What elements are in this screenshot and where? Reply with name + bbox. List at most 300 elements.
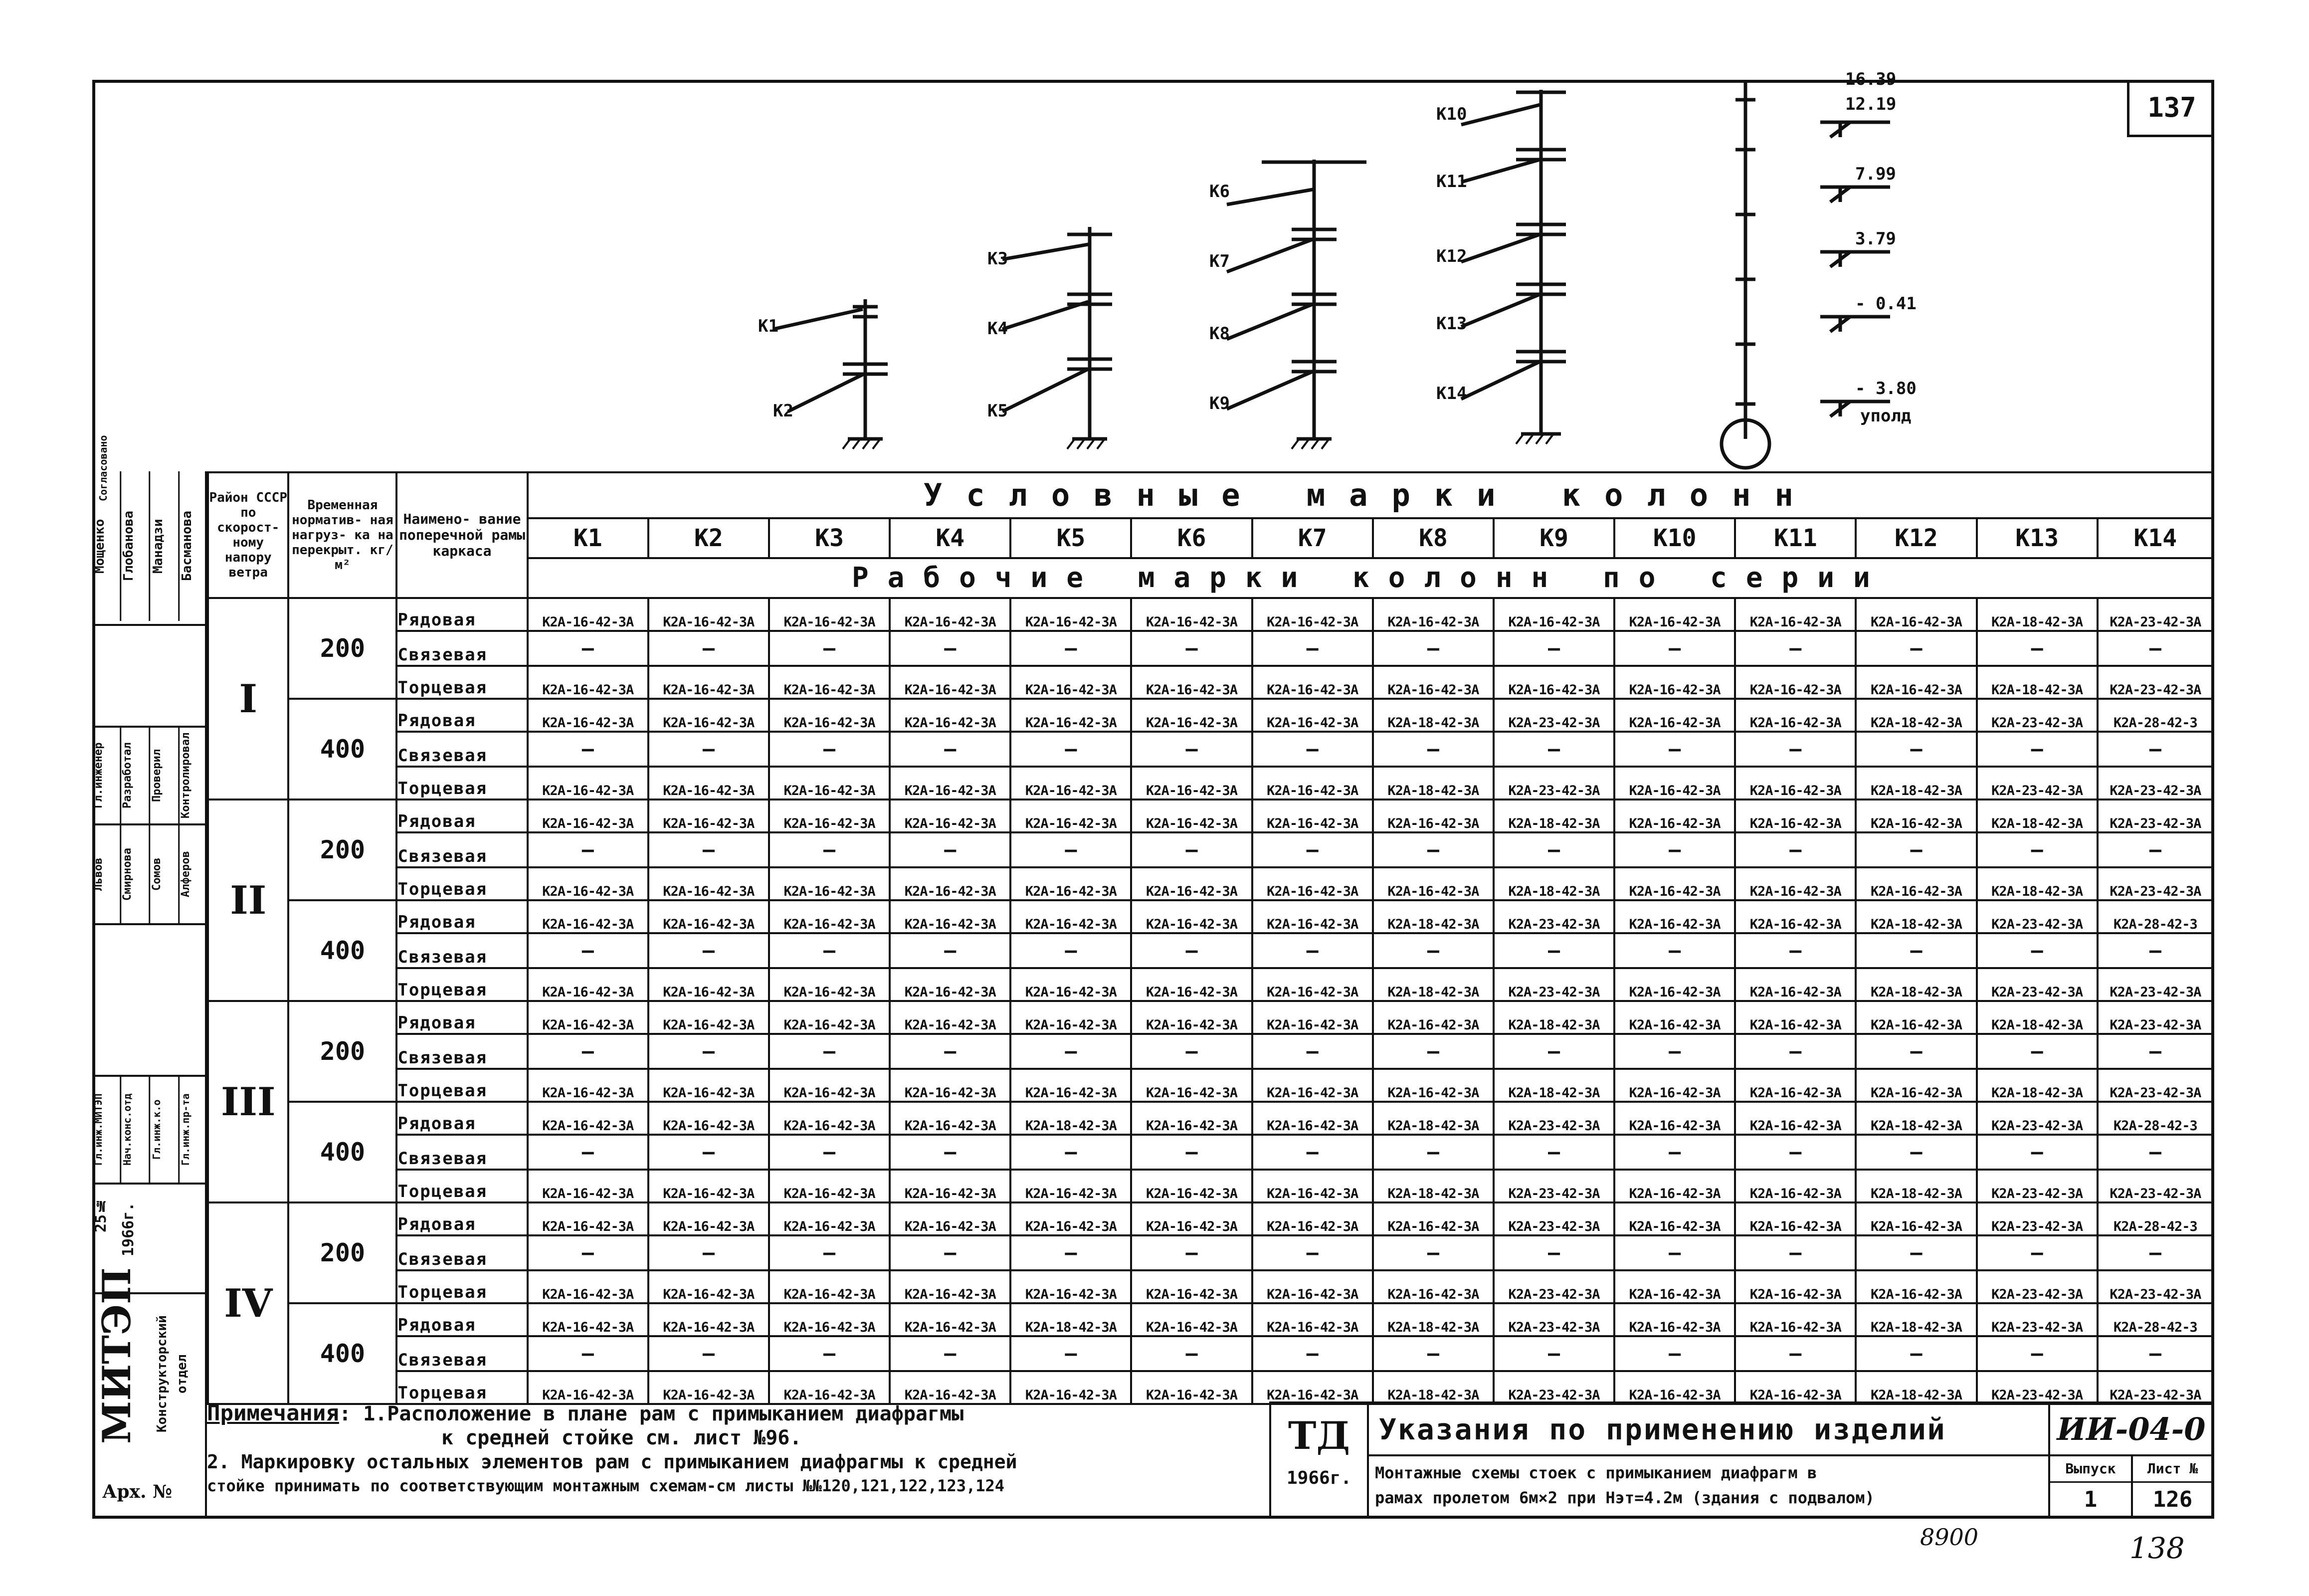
column-mark-cell: К2А-16-42-3А <box>1494 598 1614 631</box>
table-row <box>208 1102 2213 1135</box>
signer-name-1: Львов <box>92 825 121 923</box>
column-mark-cell: К2А-16-42-3А <box>1131 1102 1252 1135</box>
column-mark-cell: К2А-16-42-3А <box>1010 1270 1131 1303</box>
table-row <box>208 933 2213 968</box>
mark-header-14: К14 <box>2098 518 2213 558</box>
column-mark-cell: К2А-16-42-3А <box>1010 968 1131 1001</box>
table-row <box>208 1202 2213 1235</box>
frame-type-cell: Связевая <box>396 1034 527 1069</box>
description-line-2: рамах пролетом 6м×2 при Нэт=4.2м (здания с подвалом) <box>1375 1488 1875 1507</box>
column-mark-cell: К2А-23-42-3А <box>1494 1202 1614 1235</box>
column-mark-cell: — <box>1494 832 1614 867</box>
elevation-minus-3-80: - 3.80 <box>1855 379 1917 399</box>
mark-header-4: К4 <box>890 518 1010 558</box>
frame-type-cell: Рядовая <box>396 1202 527 1235</box>
column-mark-cell: — <box>769 631 890 666</box>
column-mark-cell: К2А-16-42-3А <box>528 1303 648 1336</box>
mark-k6-label: K6 <box>1209 182 1230 201</box>
column-mark-cell: — <box>1856 1235 1976 1270</box>
column-mark-cell: — <box>890 832 1010 867</box>
column-mark-cell: К2А-16-42-3А <box>528 1102 648 1135</box>
column-mark-cell: — <box>1735 1336 1856 1371</box>
mark-header-8: К8 <box>1373 518 1494 558</box>
column-mark-cell: — <box>1373 1034 1494 1069</box>
column-mark-cell: — <box>1252 1135 1373 1170</box>
column-mark-cell: — <box>1252 631 1373 666</box>
column-mark-cell: — <box>890 1336 1010 1371</box>
column-mark-cell: К2А-16-42-3А <box>648 1102 769 1135</box>
column-mark-cell: — <box>648 631 769 666</box>
column-mark-cell: К2А-16-42-3А <box>1856 799 1976 832</box>
column-mark-cell: К2А-16-42-3А <box>1614 1102 1735 1135</box>
column-mark-cell: — <box>2098 933 2213 968</box>
column-mark-cell: К2А-16-42-3А <box>1614 799 1735 832</box>
column-mark-cell: — <box>1373 933 1494 968</box>
column-mark-cell: — <box>890 933 1010 968</box>
column-mark-cell: К2А-16-42-3А <box>1373 1270 1494 1303</box>
frame-type-cell: Рядовая <box>396 1303 527 1336</box>
column-mark-cell: К2А-18-42-3А <box>1856 1371 1976 1404</box>
issue-label: Выпуск <box>2050 1456 2131 1483</box>
region-cell: III <box>208 1001 288 1202</box>
column-mark-cell: — <box>890 631 1010 666</box>
column-mark-cell: К2А-16-42-3А <box>1856 867 1976 900</box>
column-mark-cell: К2А-16-42-3А <box>528 799 648 832</box>
column-mark-cell: К2А-16-42-3А <box>1131 799 1252 832</box>
column-mark-cell: — <box>1614 1235 1735 1270</box>
column-mark-cell: — <box>1856 631 1976 666</box>
column-mark-cell: — <box>1010 1336 1131 1371</box>
column-mark-cell: К2А-16-42-3А <box>1735 1170 1856 1202</box>
column-mark-cell: К2А-16-42-3А <box>1856 1069 1976 1102</box>
column-mark-cell: — <box>890 1034 1010 1069</box>
column-mark-cell: К2А-16-42-3А <box>1614 1001 1735 1034</box>
column-mark-cell: — <box>1614 832 1735 867</box>
column-mark-cell: К2А-16-42-3А <box>1614 1170 1735 1202</box>
column-mark-cell: К2А-23-42-3А <box>1977 900 2098 933</box>
column-mark-cell: — <box>528 1034 648 1069</box>
column-mark-cell: — <box>1856 832 1976 867</box>
column-mark-cell: К2А-16-42-3А <box>769 968 890 1001</box>
signer-name-4: Алферов <box>179 851 192 898</box>
column-mark-cell: К2А-16-42-3А <box>1735 666 1856 699</box>
column-mark-cell: К2А-16-42-3А <box>890 900 1010 933</box>
column-mark-cell: — <box>648 832 769 867</box>
column-mark-cell: К2А-16-42-3А <box>1131 598 1252 631</box>
column-mark-cell: — <box>890 1135 1010 1170</box>
column-mark-cell: К2А-16-42-3А <box>1131 968 1252 1001</box>
column-mark-cell: — <box>1494 631 1614 666</box>
table-row <box>208 1270 2213 1303</box>
column-mark-cell: — <box>1735 1034 1856 1069</box>
column-mark-cell: К2А-23-42-3А <box>1494 1303 1614 1336</box>
mark-k4-label: K4 <box>987 319 1008 339</box>
column-mark-cell: — <box>528 933 648 968</box>
column-mark-cell: К2А-16-42-3А <box>648 666 769 699</box>
column-mark-cell: К2А-16-42-3А <box>1131 767 1252 799</box>
frame-type-cell: Торцевая <box>396 767 527 799</box>
column-mark-cell: К2А-23-42-3А <box>2098 867 2213 900</box>
description-line-1: Монтажные схемы стоек с примыканием диафрагм в <box>1375 1463 1817 1482</box>
column-mark-cell: — <box>769 1034 890 1069</box>
mark-k12-label: K12 <box>1436 246 1467 266</box>
frame-type-cell: Торцевая <box>396 1270 527 1303</box>
column-mark-cell: К2А-18-42-3А <box>1494 1001 1614 1034</box>
load-cell: 200 <box>288 598 396 699</box>
frame-type-cell: Рядовая <box>396 1102 527 1135</box>
column-mark-cell: К2А-16-42-3А <box>769 1001 890 1034</box>
column-mark-cell: — <box>1010 1235 1131 1270</box>
column-mark-cell: К2А-16-42-3А <box>528 1270 648 1303</box>
column-mark-cell: К2А-16-42-3А <box>1614 767 1735 799</box>
column-mark-cell: К2А-16-42-3А <box>1614 598 1735 631</box>
mark-header-10: К10 <box>1614 518 1735 558</box>
col-header-region: Район СССР по скорост- ному напору ветра <box>208 472 288 598</box>
column-mark-cell: — <box>1614 1034 1735 1069</box>
column-mark-cell: К2А-16-42-3А <box>890 1270 1010 1303</box>
elevation-16-39: 16.39 <box>1845 69 1897 89</box>
column-mark-cell: К2А-18-42-3А <box>1977 666 2098 699</box>
load-cell: 400 <box>288 900 396 1001</box>
series-code: ТД <box>1288 1413 1350 1458</box>
elevation-12-19: 12.19 <box>1845 94 1897 114</box>
column-mark-cell: К2А-16-42-3А <box>1131 1001 1252 1034</box>
column-mark-cell: К2А-23-42-3А <box>1494 699 1614 732</box>
column-mark-cell: К2А-16-42-3А <box>1131 900 1252 933</box>
frame-type-cell: Торцевая <box>396 968 527 1001</box>
column-mark-cell: К2А-16-42-3А <box>1252 1001 1373 1034</box>
column-mark-cell: К2А-16-42-3А <box>648 1303 769 1336</box>
load-cell: 200 <box>288 1202 396 1303</box>
column-mark-cell: К2А-16-42-3А <box>1735 1202 1856 1235</box>
column-mark-cell: — <box>1373 1135 1494 1170</box>
column-mark-cell: — <box>1131 732 1252 767</box>
elevation-3-79: 3.79 <box>1855 229 1896 249</box>
frame-type-cell: Связевая <box>396 1235 527 1270</box>
table-subtitle: Рабочие марки колонн по серии <box>528 558 2213 598</box>
column-mark-cell: К2А-16-42-3А <box>1131 1069 1252 1102</box>
column-mark-cell: К2А-16-42-3А <box>1010 1170 1131 1202</box>
column-mark-cell: К2А-16-42-3А <box>1735 799 1856 832</box>
table-row <box>208 1135 2213 1170</box>
column-mark-cell: К2А-16-42-3А <box>769 867 890 900</box>
column-mark-cell: К2А-16-42-3А <box>769 1202 890 1235</box>
column-mark-cell: К2А-16-42-3А <box>528 1001 648 1034</box>
column-mark-cell: — <box>890 732 1010 767</box>
column-mark-cell: — <box>1977 631 2098 666</box>
column-mark-cell: К2А-18-42-3А <box>1977 799 2098 832</box>
column-mark-cell: К2А-16-42-3А <box>1252 699 1373 732</box>
column-mark-cell: К2А-16-42-3А <box>1252 767 1373 799</box>
frame-type-cell: Рядовая <box>396 1001 527 1034</box>
column-mark-cell: К2А-16-42-3А <box>1735 767 1856 799</box>
sheet-label: Лист № <box>2133 1456 2212 1483</box>
mark-k13-label: K13 <box>1436 314 1467 334</box>
column-mark-cell: К2А-16-42-3А <box>1373 1001 1494 1034</box>
table-row <box>208 767 2213 799</box>
mark-header-2: К2 <box>648 518 769 558</box>
table-row <box>208 631 2213 666</box>
column-mark-cell: К2А-16-42-3А <box>1735 1069 1856 1102</box>
column-mark-cell: К2А-16-42-3А <box>769 666 890 699</box>
column-mark-cell: К2А-16-42-3А <box>1373 1202 1494 1235</box>
column-mark-cell: К2А-16-42-3А <box>1614 1202 1735 1235</box>
column-mark-cell: К2А-18-42-3А <box>1373 767 1494 799</box>
column-mark-cell: — <box>1131 933 1252 968</box>
column-mark-cell: — <box>1494 1235 1614 1270</box>
column-mark-cell: К2А-16-42-3А <box>1856 1202 1976 1235</box>
column-mark-cell: — <box>1614 1336 1735 1371</box>
column-mark-cell: — <box>1010 732 1131 767</box>
column-mark-cell: — <box>528 732 648 767</box>
column-mark-cell: К2А-18-42-3А <box>1373 1303 1494 1336</box>
column-schemes-diagram <box>723 69 2119 469</box>
role-4: Контролировал <box>179 732 192 819</box>
series-stamp <box>1269 1401 1369 1519</box>
column-mark-cell: — <box>1010 631 1131 666</box>
column-mark-cell: К2А-16-42-3А <box>648 1001 769 1034</box>
column-mark-cell: К2А-16-42-3А <box>648 968 769 1001</box>
column-mark-cell: К2А-18-42-3А <box>1856 1102 1976 1135</box>
column-mark-cell: К2А-23-42-3А <box>1494 1270 1614 1303</box>
column-mark-cell: К2А-23-42-3А <box>1977 1170 2098 1202</box>
column-mark-cell: — <box>648 1336 769 1371</box>
mark-k14-label: K14 <box>1436 384 1467 403</box>
role2-3: Гл.инж.к.о <box>151 1077 180 1183</box>
column-mark-cell: К2А-23-42-3А <box>2098 799 2213 832</box>
column-mark-cell: К2А-18-42-3А <box>1010 1102 1131 1135</box>
column-mark-cell: К2А-18-42-3А <box>1373 1371 1494 1404</box>
column-mark-cell: К2А-23-42-3А <box>2098 1001 2213 1034</box>
column-mark-cell: К2А-23-42-3А <box>2098 666 2213 699</box>
column-mark-cell: К2А-23-42-3А <box>1494 1102 1614 1135</box>
role2-1: Гл.инж.МИТЭП <box>92 1077 121 1183</box>
stamp-number: 25№ <box>92 1197 110 1232</box>
department-name: Конструкторский отдел <box>155 1315 190 1433</box>
column-mark-cell: К2А-16-42-3А <box>890 968 1010 1001</box>
mark-k7-label: K7 <box>1209 251 1230 271</box>
column-mark-cell: К2А-16-42-3А <box>769 1069 890 1102</box>
column-mark-cell: К2А-16-42-3А <box>890 1170 1010 1202</box>
column-mark-cell: К2А-16-42-3А <box>1131 1270 1252 1303</box>
column-mark-cell: К2А-16-42-3А <box>1131 699 1252 732</box>
column-mark-cell: К2А-16-42-3А <box>1010 799 1131 832</box>
mark-k10-label: K10 <box>1436 104 1467 124</box>
column-mark-cell: К2А-23-42-3А <box>2098 1170 2213 1202</box>
column-mark-cell: — <box>648 1235 769 1270</box>
column-mark-cell: К2А-16-42-3А <box>1010 900 1131 933</box>
column-mark-cell: — <box>1252 832 1373 867</box>
column-mark-cell: — <box>528 832 648 867</box>
column-mark-cell: — <box>1735 1235 1856 1270</box>
notes-block <box>207 1401 1264 1519</box>
column-mark-cell: — <box>528 1235 648 1270</box>
document-title: Указания по применению изделий <box>1379 1412 1946 1446</box>
column-mark-cell: К2А-16-42-3А <box>1252 666 1373 699</box>
column-mark-cell: К2А-16-42-3А <box>1010 598 1131 631</box>
mark-k3-label: K3 <box>987 249 1008 269</box>
series-year: 1966г. <box>1286 1468 1352 1488</box>
column-mark-cell: К2А-16-42-3А <box>1735 1371 1856 1404</box>
column-mark-cell: — <box>1252 732 1373 767</box>
column-mark-cell: К2А-18-42-3А <box>1856 1170 1976 1202</box>
mark-k11-label: K11 <box>1436 172 1467 192</box>
frame-type-cell: Связевая <box>396 933 527 968</box>
column-mark-cell: — <box>1977 1235 2098 1270</box>
column-mark-cell: К2А-23-42-3А <box>2098 1069 2213 1102</box>
load-cell: 400 <box>288 1303 396 1404</box>
column-mark-cell: — <box>1735 732 1856 767</box>
column-mark-cell: К2А-23-42-3А <box>1977 1102 2098 1135</box>
table-row <box>208 900 2213 933</box>
column-mark-cell: К2А-16-42-3А <box>1252 1303 1373 1336</box>
column-mark-cell: — <box>1977 832 2098 867</box>
column-mark-cell: К2А-16-42-3А <box>648 1069 769 1102</box>
column-mark-cell: — <box>2098 1135 2213 1170</box>
column-marks-table <box>207 471 2214 1405</box>
column-mark-cell: К2А-16-42-3А <box>1252 598 1373 631</box>
column-mark-cell: — <box>1373 732 1494 767</box>
role2-2: Нач.конс.отд <box>121 1077 150 1183</box>
role2-4: Гл.инж.пр-та <box>179 1093 192 1166</box>
column-mark-cell: К2А-18-42-3А <box>1977 867 2098 900</box>
column-mark-cell: К2А-28-42-3 <box>2098 699 2213 732</box>
column-mark-cell: — <box>1614 631 1735 666</box>
column-mark-cell: К2А-16-42-3А <box>1735 1102 1856 1135</box>
frame-type-cell: Торцевая <box>396 1371 527 1404</box>
column-mark-cell: К2А-16-42-3А <box>648 598 769 631</box>
column-mark-cell: К2А-23-42-3А <box>1977 699 2098 732</box>
column-mark-cell: — <box>1252 1235 1373 1270</box>
table-row <box>208 666 2213 699</box>
column-mark-cell: К2А-16-42-3А <box>1614 867 1735 900</box>
document-code-cell <box>2048 1401 2214 1456</box>
column-mark-cell: — <box>1856 933 1976 968</box>
issue-value: 1 <box>2084 1487 2098 1512</box>
column-mark-cell: К2А-16-42-3А <box>1252 1170 1373 1202</box>
column-mark-cell: К2А-16-42-3А <box>1252 867 1373 900</box>
column-mark-cell: К2А-16-42-3А <box>1373 799 1494 832</box>
table-row <box>208 1371 2213 1404</box>
approver-name-4: Басманова <box>179 511 194 582</box>
column-mark-cell: К2А-16-42-3А <box>1252 1102 1373 1135</box>
frame-type-cell: Связевая <box>396 1336 527 1371</box>
column-mark-cell: К2А-18-42-3А <box>1373 1170 1494 1202</box>
load-cell: 200 <box>288 799 396 900</box>
floor-label: уполд <box>1860 406 1912 426</box>
column-mark-cell: К2А-16-42-3А <box>528 1371 648 1404</box>
column-mark-cell: К2А-16-42-3А <box>890 1102 1010 1135</box>
column-mark-cell: К2А-16-42-3А <box>769 799 890 832</box>
column-mark-cell: — <box>648 732 769 767</box>
column-mark-cell: — <box>528 1135 648 1170</box>
column-mark-cell: — <box>1614 933 1735 968</box>
col-header-load: Временная норматив- ная нагруз- ка на перекрыт. кг/м² <box>288 472 396 598</box>
column-mark-cell: — <box>1010 832 1131 867</box>
table-row <box>208 598 2213 631</box>
column-mark-cell: К2А-16-42-3А <box>1373 666 1494 699</box>
column-mark-cell: К2А-16-42-3А <box>528 968 648 1001</box>
document-code: ИИ-04-0 <box>2057 1411 2206 1447</box>
column-mark-cell: — <box>648 1034 769 1069</box>
column-mark-cell: К2А-16-42-3А <box>890 1303 1010 1336</box>
column-mark-cell: К2А-16-42-3А <box>890 1371 1010 1404</box>
approver-name-1: Мощенко <box>92 471 121 621</box>
column-mark-cell: К2А-23-42-3А <box>2098 767 2213 799</box>
signer-name-2: Смирнова <box>121 825 150 923</box>
column-mark-cell: К2А-18-42-3А <box>1856 767 1976 799</box>
column-mark-cell: К2А-16-42-3А <box>769 1371 890 1404</box>
column-mark-cell: К2А-16-42-3А <box>1614 666 1735 699</box>
column-mark-cell: — <box>769 832 890 867</box>
load-cell: 400 <box>288 1102 396 1202</box>
column-mark-cell: К2А-16-42-3А <box>769 1170 890 1202</box>
column-mark-cell: К2А-16-42-3А <box>1252 968 1373 1001</box>
table-row <box>208 1303 2213 1336</box>
column-mark-cell: К2А-23-42-3А <box>1494 1371 1614 1404</box>
frame-type-cell: Рядовая <box>396 799 527 832</box>
column-mark-cell: — <box>1977 1135 2098 1170</box>
column-mark-cell: — <box>1494 1034 1614 1069</box>
column-mark-cell: К2А-16-42-3А <box>890 1202 1010 1235</box>
column-mark-cell: К2А-28-42-3 <box>2098 900 2213 933</box>
column-mark-cell: К2А-16-42-3А <box>1735 598 1856 631</box>
column-mark-cell: К2А-23-42-3А <box>1494 1170 1614 1202</box>
column-mark-cell: К2А-16-42-3А <box>890 767 1010 799</box>
left-signature-strip: Согласовано Мощенко Глобанова Манадзи Басманова Гл.инженер Разработал Проверил Контролировал Львов Смирнова Сомов Алферов Гл.инж.МИТЭП Нач.конс.отд Гл.инж.к.о Гл.инж.пр-та 25№ 1966г. МИТЭП Конструкторский отдел Арх. № <box>92 471 207 1519</box>
role-2: Разработал <box>121 728 150 823</box>
column-mark-cell: — <box>1735 832 1856 867</box>
mark-header-13: К13 <box>1977 518 2098 558</box>
table-row <box>208 799 2213 832</box>
column-mark-cell: К2А-18-42-3А <box>1010 1303 1131 1336</box>
column-mark-cell: К2А-18-42-3А <box>1373 699 1494 732</box>
note-1-continued: к средней стойке см. лист №96. <box>441 1426 802 1449</box>
column-mark-cell: — <box>1494 1135 1614 1170</box>
column-mark-cell: К2А-16-42-3А <box>1252 1069 1373 1102</box>
column-mark-cell: К2А-16-42-3А <box>1614 1270 1735 1303</box>
column-mark-cell: — <box>769 1135 890 1170</box>
column-mark-cell: — <box>1614 732 1735 767</box>
column-mark-cell: К2А-16-42-3А <box>1252 799 1373 832</box>
table-row <box>208 732 2213 767</box>
column-mark-cell: К2А-16-42-3А <box>1856 1270 1976 1303</box>
column-mark-cell: К2А-16-42-3А <box>528 598 648 631</box>
column-mark-cell: — <box>1131 1235 1252 1270</box>
column-mark-cell: — <box>2098 832 2213 867</box>
column-mark-cell: — <box>1735 933 1856 968</box>
column-mark-cell: К2А-16-42-3А <box>1614 900 1735 933</box>
column-mark-cell: — <box>1977 933 2098 968</box>
column-mark-cell: К2А-18-42-3А <box>1373 900 1494 933</box>
column-mark-cell: К2А-23-42-3А <box>2098 1270 2213 1303</box>
document-description-cell <box>1367 1454 2050 1519</box>
column-mark-cell: К2А-16-42-3А <box>1010 699 1131 732</box>
mark-header-5: К5 <box>1010 518 1131 558</box>
column-mark-cell: — <box>1252 1034 1373 1069</box>
column-mark-cell: К2А-18-42-3А <box>1856 699 1976 732</box>
frame-type-cell: Торцевая <box>396 666 527 699</box>
table-row <box>208 1235 2213 1270</box>
column-mark-cell: К2А-16-42-3А <box>1856 598 1976 631</box>
region-cell: I <box>208 598 288 799</box>
load-cell: 400 <box>288 699 396 799</box>
role-3: Проверил <box>151 728 180 823</box>
column-mark-cell: К2А-16-42-3А <box>1373 867 1494 900</box>
column-mark-cell: — <box>2098 732 2213 767</box>
column-mark-cell: К2А-16-42-3А <box>1735 699 1856 732</box>
column-mark-cell: К2А-16-42-3А <box>890 598 1010 631</box>
